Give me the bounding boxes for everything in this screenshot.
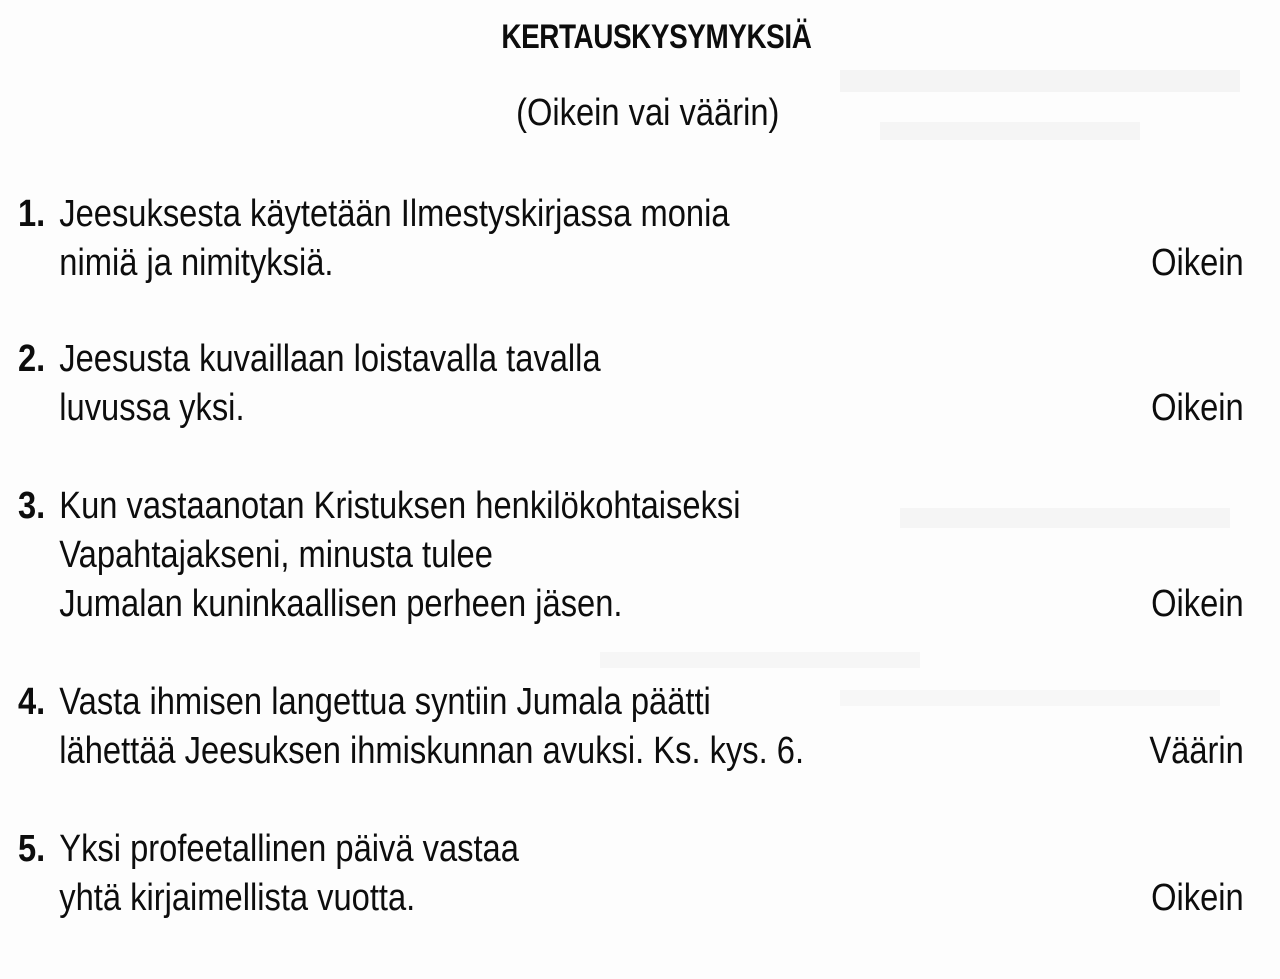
answer-label: Väärin — [1149, 730, 1244, 772]
show-through-mark — [840, 70, 1240, 92]
question-text — [18, 678, 804, 776]
question-line: Vasta ihmisen langettua syntiin Jumala päätti — [59, 681, 711, 723]
question-number: 4. — [18, 681, 46, 723]
show-through-mark — [900, 508, 1230, 528]
answer-label: Oikein — [1151, 583, 1244, 625]
page-subtitle: (Oikein vai väärin) — [516, 92, 780, 134]
answer-label: Oikein — [1151, 242, 1244, 284]
question-number: 5. — [18, 828, 46, 870]
question-text — [18, 190, 730, 288]
question-line: lähettää Jeesuksen ihmiskunnan avuksi. Ks. kys. 6. — [59, 730, 805, 772]
question-number: 3. — [18, 485, 46, 527]
question-line: Jumalan kuninkaallisen perheen jäsen. — [59, 583, 623, 625]
question-line: Jeesusta kuvaillaan loistavalla tavalla — [59, 338, 601, 380]
question-number: 2. — [18, 338, 46, 380]
question-line: Yksi profeetallinen päivä vastaa — [59, 828, 519, 870]
question-line: nimiä ja nimityksiä. — [59, 242, 334, 284]
answer-label: Oikein — [1151, 877, 1244, 919]
question-line: Vapahtajakseni, minusta tulee — [59, 534, 493, 576]
question-line: luvussa yksi. — [59, 387, 245, 429]
question-text — [18, 482, 741, 629]
answer-label: Oikein — [1151, 387, 1244, 429]
show-through-mark — [840, 690, 1220, 706]
show-through-mark — [600, 652, 920, 668]
page-title: KERTAUSKYSYMYKSIÄ — [501, 18, 812, 56]
question-text — [18, 825, 519, 923]
question-text — [18, 335, 601, 433]
question-line: Jeesuksesta käytetään Ilmestyskirjassa monia — [59, 193, 730, 235]
question-line: yhtä kirjaimellista vuotta. — [59, 877, 416, 919]
question-number: 1. — [18, 193, 46, 235]
question-line: Kun vastaanotan Kristuksen henkilökohtaiseksi — [59, 485, 741, 527]
